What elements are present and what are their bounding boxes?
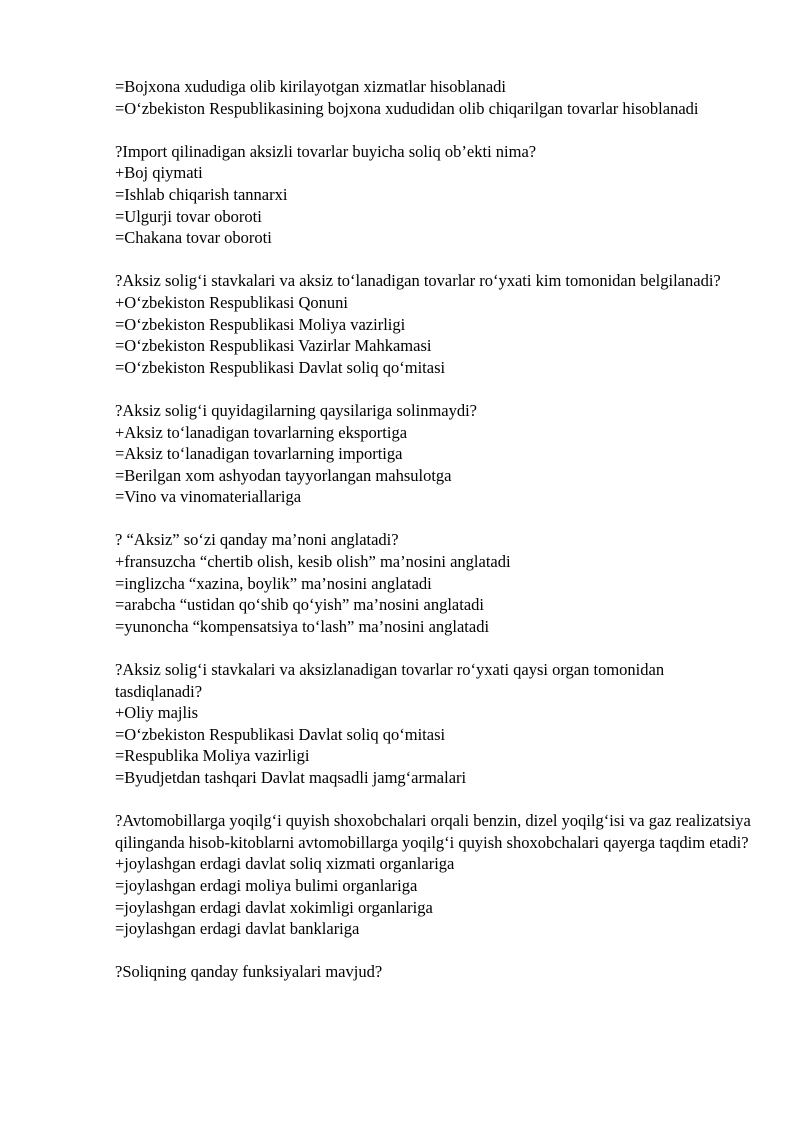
answer-option: +joylashgan erdagi davlat soliq xizmati organlariga — [115, 854, 455, 874]
answer-option: +Aksiz to‘lanadigan tovarlarning eksportiga — [115, 422, 408, 442]
answer-option: =O‘zbekiston Respublikasining bojxona xududidan olib chiqarilgan tovarlar hisoblanadi — [115, 98, 699, 118]
answer-option: =Berilgan xom ashyodan tayyorlangan mahsulotga — [115, 465, 452, 485]
answer-option: =inglizcha “xazina, boylik” ma’nosini anglatadi — [115, 573, 432, 593]
answer-option: =joylashgan erdagi moliya bulimi organlariga — [115, 875, 418, 895]
question-text: ?Soliqning qanday funksiyalari mavjud? — [115, 962, 383, 982]
question-block — [115, 961, 755, 983]
answer-option: =yunoncha “kompensatsiya to‘lash” ma’nosini anglatadi — [115, 616, 490, 636]
question-text: ? “Aksiz” so‘zi qanday ma’noni anglatadi? — [115, 530, 399, 550]
answer-option: +fransuzcha “chertib olish, kesib olish” ma’nosini anglatadi — [115, 552, 511, 572]
answer-option: =Aksiz to‘lanadigan tovarlarning importiga — [115, 444, 403, 464]
answer-option: =Ishlab chiqarish tannarxi — [115, 184, 288, 204]
answer-option: +Boj qiymati — [115, 163, 203, 183]
answer-option: =Byudjetdan tashqari Davlat maqsadli jamg‘armalari — [115, 768, 467, 787]
question-text: ?Aksiz solig‘i quyidagilarning qaysilariga solinmaydi? — [115, 400, 478, 420]
question-text: ?Aksiz solig‘i stavkalari va aksiz to‘lanadigan tovarlar ro‘yxati kim tomonidan belgilanadi? — [115, 271, 721, 291]
answer-option: =O‘zbekiston Respublikasi Vazirlar Mahkamasi — [115, 336, 432, 356]
question-block — [115, 529, 755, 637]
question-block — [115, 76, 755, 119]
question-text: ?Avtomobillarga yoqilg‘i quyish shoxobchalari orqali benzin, dizel yoqilg‘isi va gaz realizatsiya qilinganda hisob-kitoblarni avtomobillarga yoqilg‘i quyish shoxobchalari qayerga taqdim etadi? — [115, 811, 751, 852]
answer-option: =O‘zbekiston Respublikasi Moliya vazirligi — [115, 314, 406, 334]
answer-option: +Oliy majlis — [115, 703, 199, 723]
answer-option: =Bojxona xududiga olib kirilayotgan xizmatlar hisoblanadi — [115, 77, 507, 96]
answer-option: =Ulgurji tovar oboroti — [115, 206, 262, 226]
answer-option: =joylashgan erdagi davlat banklariga — [115, 919, 360, 939]
question-block — [115, 810, 755, 940]
question-block — [115, 141, 755, 249]
answer-option: =O‘zbekiston Respublikasi Davlat soliq qo‘mitasi — [115, 357, 446, 377]
answer-option: =arabcha “ustidan qo‘shib qo‘yish” ma’nosini anglatadi — [115, 595, 484, 615]
question-block — [115, 270, 755, 378]
document-page — [115, 76, 755, 1005]
answer-option: =Respublika Moliya vazirligi — [115, 746, 310, 766]
question-block — [115, 659, 755, 789]
question-block — [115, 400, 755, 508]
question-text: ?Aksiz solig‘i stavkalari va aksizlanadigan tovarlar ro‘yxati qaysi organ tomonidan tasdiqlanadi? — [115, 660, 665, 701]
answer-option: =joylashgan erdagi davlat xokimligi organlariga — [115, 897, 433, 917]
question-text: ?Import qilinadigan aksizli tovarlar buyicha soliq ob’ekti nima? — [115, 141, 537, 161]
answer-option: =Chakana tovar oboroti — [115, 228, 272, 248]
answer-option: +O‘zbekiston Respublikasi Qonuni — [115, 292, 348, 312]
answer-option: =O‘zbekiston Respublikasi Davlat soliq qo‘mitasi — [115, 724, 446, 744]
answer-option: =Vino va vinomateriallariga — [115, 487, 302, 507]
